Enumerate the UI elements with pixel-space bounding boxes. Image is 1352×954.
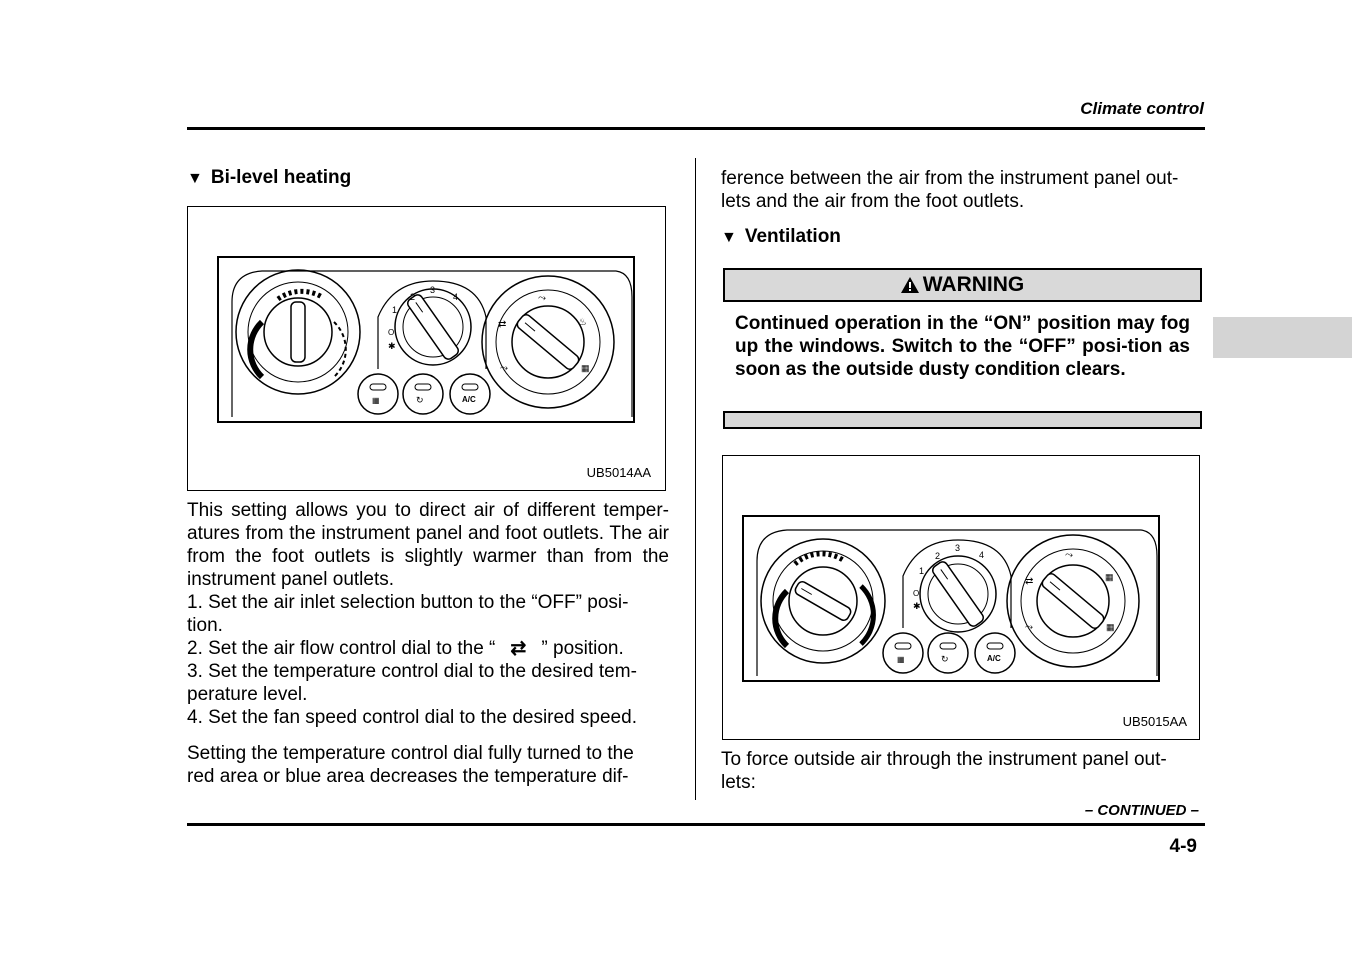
para2-line-1: Setting the temperature control dial fully turned to the <box>187 743 634 764</box>
step-4: 4. Set the fan speed control dial to the desired speed. <box>187 707 637 728</box>
triangle-icon: ▼ <box>187 170 203 187</box>
ac-button-label: A/C <box>987 654 1001 663</box>
rear-defog-button-icon: ▦ <box>372 396 380 405</box>
chapter-tab <box>1213 317 1352 358</box>
warning-icon <box>901 277 919 293</box>
para2-line-2: red area or blue area decreases the temperature dif- <box>187 766 629 787</box>
figure-ventilation <box>722 455 1200 740</box>
rear-defrost-icon: ▦ <box>581 363 590 373</box>
step-1-line-1: 1. Set the air inlet selection button to the “OFF” posi- <box>187 592 629 613</box>
page-number: 4-9 <box>1169 836 1197 857</box>
warning-end-bar <box>723 411 1202 429</box>
force-air-line-2: lets: <box>721 772 756 793</box>
figure-caption-right: UB5015AA <box>1122 714 1187 729</box>
figure-caption-left: UB5014AA <box>586 465 651 480</box>
warning-text: Continued operation in the “ON” position may fog up the windows. Switch to the “OFF” posi-tion as soon as the outside dusty condition clears. <box>735 313 1190 380</box>
bottom-rule <box>187 823 1205 826</box>
bilevel-mode-icon: ⇄ <box>510 638 527 659</box>
ac-button-label: A/C <box>462 395 476 404</box>
face-vent-icon: ⤳ <box>1065 550 1073 561</box>
climate-panel-bilevel <box>188 207 665 490</box>
bi-level-heading: ▼ Bi-level heating <box>187 167 352 188</box>
warning-bar <box>723 268 1202 302</box>
cont-line-1: ference between the air from the instrument panel out- <box>721 168 1179 189</box>
fan-label-1: 1 <box>392 305 398 315</box>
triangle-icon: ▼ <box>721 229 737 246</box>
cont-line-2: lets and the air from the foot outlets. <box>721 191 1025 212</box>
fan-label-1: 1 <box>919 566 925 576</box>
foot-icon: ⤳ <box>500 363 508 374</box>
step-2 <box>187 637 669 660</box>
rear-defrost-icon: ▦ <box>1106 622 1115 632</box>
continued-label: – CONTINUED – <box>1084 802 1199 819</box>
step-3-line-1: 3. Set the temperature control dial to the desired tem- <box>187 661 637 682</box>
fan-label-3: 3 <box>430 285 436 295</box>
fan-icon: ✱ <box>913 601 921 611</box>
bilevel-icon: ⇄ <box>1025 576 1034 587</box>
fan-label-2: 2 <box>410 292 416 302</box>
intro-paragraph: This setting allows you to direct air of different temper-atures from the instrument panel and foot outlets. The air from the foot outlets is slightly warmer than from the instrument panel outlets. <box>187 500 669 590</box>
step-2-text-a: 2. Set the air flow control dial to the “ <box>187 638 496 659</box>
right-continuation <box>721 167 1204 213</box>
step-3-line-2: perature level. <box>187 684 308 705</box>
fan-label-4: 4 <box>453 292 459 302</box>
fan-label-4: 4 <box>979 550 985 560</box>
recirc-button-icon: ↻ <box>416 395 424 405</box>
figure-bilevel <box>187 206 666 491</box>
top-rule <box>187 127 1205 130</box>
recirc-button-icon: ↻ <box>941 654 949 664</box>
ventilation-heading: ▼ Ventilation <box>721 226 841 247</box>
bilevel-icon: ⇄ <box>498 319 507 330</box>
force-air-line-1: To force outside air through the instrument panel out- <box>721 749 1167 770</box>
fan-label-2: 2 <box>935 551 941 561</box>
defrost-icon: ♨ <box>578 317 587 328</box>
face-vent-icon: ⤳ <box>538 293 546 304</box>
foot-icon: ⤳ <box>1025 622 1033 633</box>
step-2-text-b: ” position. <box>541 638 624 659</box>
climate-panel-ventilation <box>723 456 1199 739</box>
fan-label-3: 3 <box>955 543 961 553</box>
column-divider <box>695 158 696 800</box>
section-header: Climate control <box>1080 99 1204 118</box>
right-body <box>721 748 1204 794</box>
rear-defog-button-icon: ▦ <box>897 655 905 664</box>
defrost-icon: ▦ <box>1105 572 1114 582</box>
fan-icon: ✱ <box>388 341 396 351</box>
fan-label-off: O <box>388 328 395 337</box>
left-body <box>187 499 669 788</box>
fan-label-off: O <box>913 589 920 598</box>
warning-title: WARNING <box>922 273 1025 296</box>
step-1-line-2: tion. <box>187 615 223 636</box>
